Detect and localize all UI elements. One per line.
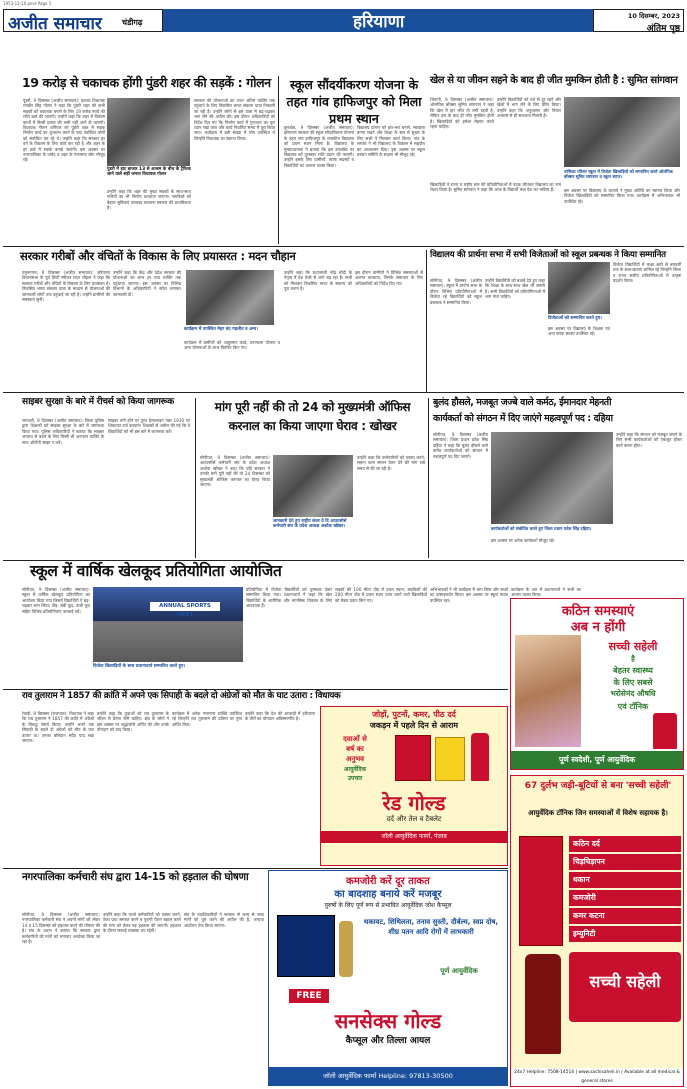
story9-body-2: प्रतियोगिता में विजेता विद्यार्थियों को पुरस्कार देकर सम्मानित किया गया। प्रधानाचार्य ने कहा कि खेल विद्यार्थियों के शारीरिक और मानसिक विकास के लिए आवश्यक हैं।: [246, 587, 332, 609]
ad3-free-badge: FREE: [289, 989, 329, 1003]
story5-photo: [548, 262, 610, 314]
story4-body: यमुनानगर, 9 दिसम्बर (अजीत समाचार): हरियाणा विधानसभा के पूर्व डिप्टी स्पीकर मदन चौहान ने कहा कि सरकार गरीबों और वंचितों के विकास के लिए प्रयासरत है। विकसित भारत संकल्प यात्रा के माध्यम से योजनाओं की जानकारी लोगों तक पहुंचाई जा रही है। उन्होंने ग्रामीणों की समस्याएं सुनीं।: [22, 270, 110, 303]
ad4-symptom: चिड़चिड़ापन: [569, 854, 681, 870]
ad3-bottom: जॉली आयुर्वेदिक फार्मा Helpline: 97813-30500: [269, 1067, 507, 1085]
ad3-product-tube: [339, 921, 353, 977]
story3-caption: नासिका परिसर स्कूल में विजेता खिलाड़ियों को सम्मानित करते ओलंपिक बॉक्सर सुमित सांगवान व स्कूल स्टाफ।: [564, 169, 673, 179]
divider: [278, 76, 279, 244]
story5-caption: विजेताओं को सम्मानित करते हुए।: [548, 316, 602, 321]
story4-body-4: कार्यक्रम में ग्रामीणों को आयुष्मान कार्ड, उज्ज्वला योजना व अन्य योजनाओं के लाभ वितरित किए गए।: [184, 340, 280, 351]
sports-meet-banner: ANNUAL SPORTS MEET: [150, 602, 220, 611]
ad1-brand: सच्ची सहेली: [608, 640, 658, 653]
date-box: [593, 9, 684, 32]
paper-name: अजीत समाचार: [8, 14, 102, 34]
story8-headline: बुलंद हौसले, मजबूत जज्बे वाले कर्मठ, ईमानदार मेहनती: [433, 397, 612, 408]
ad2-left-3: अनुभव: [345, 755, 365, 763]
ad2-left-4: आयुर्वेदिक: [343, 766, 367, 773]
story5-body: सोनीपत, 9 दिसम्बर (अजीत समाचार): स्कूल में प्रार्थना सभा के दौरान विभिन्न प्रतियोगिताओं में विजेता रहे विद्यार्थियों को स्कूल प्रबन्धक ने सम्मानित किया।: [430, 278, 482, 305]
divider: [428, 398, 429, 558]
story4-caption: कार्यक्रम में उपस्थित मेहर चंद गहलौत व अन्य।: [184, 327, 258, 332]
divider: [195, 398, 196, 558]
story5-body-2: उन्होंने विद्यार्थियों को बधाई देते हुए कहा कि शिक्षा के साथ-साथ खेल भी जरूरी है। सभी विद्यार्थियों को प्रतियोगिताओं में भाग लेना चाहिए।: [485, 278, 545, 300]
section-banner: [163, 9, 593, 32]
story8-body-2: उन्होंने कहा कि संगठन को मजबूत बनाने के लिए सभी कार्यकर्ताओं को एकजुट होकर कार्य करना होगा।: [616, 432, 682, 448]
story1-headline: 19 करोड़ से चकाचक होंगी पुंडरी शहर की सड़कें : गोलन: [22, 75, 271, 90]
ad2-line-2: जकड़न में पहले दिन से आराम: [369, 721, 459, 730]
story1-body-2: उन्होंने कहा कि शहर की मुख्य सड़कों के साथ-साथ गलियों का भी निर्माण करवाया जाएगा। नागरिकों को बेहतर सुविधाएं उपलब्ध करवाना सरकार की प्राथमिकता है।: [107, 189, 191, 211]
story4-body-6: इस दौरान ग्रामीणों ने विभिन्न समस्याओं से अवगत करवाया, जिनके समाधान के लिए अधिकारियों को निर्देश दिए गए।: [355, 270, 423, 286]
story8-body-3: इस अवसर पर अनेक कार्यकर्ता मौजूद रहे।: [491, 538, 555, 543]
ad2-left-2: बर्ष का: [346, 745, 364, 753]
story8-body: सोनीपत, 9 दिसम्बर (अजीत समाचार): जिला प्रधान प्रवेश सिंह दहिया ने कहा कि बुलंद हौसले वाले कर्मठ कार्यकर्ताओं को संगठन में महत्वपूर्ण पद दिए जाएंगे।: [433, 432, 488, 459]
story9-caption: विजेता खिलाड़ियों के साथ प्रधानाचार्य सम्मानित करते हुए।: [93, 664, 186, 669]
story6-body: जगाधरी, 9 दिसम्बर (अजीत समाचार): जिला पुलिस द्वारा शिक्षकों को साइबर सुरक्षा के बारे में जागरूक किया गया। पुलिस अधिकारियों ने बताया कि साइबर अपराध से बचने के लिए किसी भी अनजान व्यक्ति के साथ ओटीपी साझा न करें।: [22, 418, 104, 445]
divider: [3, 868, 508, 869]
story2-body-2: विद्यालय प्रांगण को हरा-भरा बनाने, स्वच्छता बनाए रखने और शिक्षा के स्तर में सुधार के लिए सभी ने मिलकर कार्य किया। गांव के सरपंच ने भी विद्यालय के विकास में सहयोग का आश्वासन दिया। इस अवसर पर स्कूल प्रबंधन समिति के सदस्य भी मौजूद रहे।: [357, 125, 425, 158]
ad1-strip: पूर्ण स्वदेशी, पूर्ण आयुर्वेदिक: [511, 751, 683, 769]
story2-headline: स्कूल सौंदर्यीकरण योजना के तहत गांव हाफिजपुर को मिला प्रथम स्थान: [286, 77, 422, 126]
divider: [426, 250, 427, 392]
story8-photo: [491, 432, 613, 524]
story1-body-3: सरकार की योजनाओं का लाभ अंतिम व्यक्ति तक पहुंचाने के लिए विकसित भारत संकल्प यात्रा निकाली जा रही है। उन्होंने लोगों से इस यात्रा में बढ़-चढ़कर भाग लेने की अपील की। इस दौरान अधिकारियों को निर्देश दिए गए कि निर्माण कार्य में गुणवत्ता का पूरा ध्यान रखा जाए और कार्य निर्धारित समय में पूरा किया जाए। कार्यक्रम में बड़ी संख्या में लोग उपस्थित थे जिन्होंने विधायक का स्वागत किया।: [194, 98, 275, 141]
story9-body-5: कार्यक्रम के अंत में प्रधानाचार्य ने सभी का आभार व्यक्त किया।: [511, 587, 581, 598]
ad1-tag-3: के लिए सबसे: [613, 678, 653, 687]
section-title: हरियाणा: [353, 12, 405, 32]
ad-red-gold[interactable]: [320, 706, 508, 866]
ad2-product-box-2: [435, 737, 465, 781]
story7-body-2: उन्होंने कहा कि कर्मचारियों को पक्का करने, समान काम समान वेतन देने की मांग लंबे समय से की जा रही है।: [357, 455, 425, 471]
story9-body: सोनीपत, 9 दिसम्बर (अजीत समाचार): स्कूल में वार्षिक खेलकूद प्रतियोगिता का आयोजन किया गया जिसमें विद्यार्थियों ने बढ़-चढ़कर भाग लिया। दौड़, लंबी कूद, ऊंची कूद सहित विभिन्न प्रतियोगिताएं करवाई गईं।: [22, 587, 90, 614]
ad4-headline: 67 दुर्लभ जड़ी-बूटियों से बना 'सच्ची सहेली': [524, 781, 672, 791]
story9-body-4: अभिभावकों ने भी कार्यक्रम में भाग लिया और बच्चों का उत्साहवर्धन किया। इस अवसर पर स्कूल स्टाफ उपस्थित रहा।: [430, 587, 508, 603]
ad1-tag-1: है: [631, 655, 635, 663]
ad4-product-box: [519, 836, 563, 946]
ad1-headline: कठिन समस्याएं: [561, 604, 635, 619]
ad3-line-3: पुरुषों के लिए पूर्ण रूप से प्रभावित आयुर्वेदिक जोश कैप्सूल: [324, 902, 452, 909]
story8-caption: कार्यकर्ताओं को संबोधित करते हुए जिला प्रधान प्रवेश सिंह दहिया।: [491, 526, 592, 531]
ad3-line-2: का बादशाह बनाये करें मजबूर: [334, 889, 442, 900]
ad4-brand: सच्ची सहेली: [589, 972, 661, 991]
story1-caption: पुंडरी में हाट बाजार 13 से आश्रम के बीच के ट्रैफिक जाने वाले सड़ी जनता विधायक गोलन: [107, 167, 191, 177]
masthead-logo-box: [3, 9, 163, 32]
print-slug: 1953-12-10.pmd Page 1: [3, 1, 52, 6]
ad4-symptom: थकान: [569, 872, 681, 888]
story7-headline: मांग पूरी नहीं की तो 24 को मुख्यमंत्री ऑफिस करनाल का किया जाएगा घेराव : खोखर: [214, 400, 411, 433]
story11-body-2: उन्होंने कहा कि कच्चे कर्मचारियों को पक्का करने, ठेका प्रथा समाप्त करने व पुरानी पेंशन बहाल करने की मांग को लेकर यह हड़ताल की जाएगी। हड़ताल के दौरान सफाई व्यवस्था ठप रहेगी।: [103, 912, 181, 934]
ad4-bottle: [525, 954, 561, 1054]
ad2-product-bottle: [471, 733, 489, 781]
story2-body: कुरुक्षेत्र, 9 दिसम्बर (अजीत समाचार): हरियाणा सरकार की स्कूल सौंदर्यीकरण योजना के तहत गांव हाफिजपुर के राजकीय विद्यालय को प्रथम स्थान मिला है। विद्यालय के मुख्याध्यापक ने बताया कि इस उपलब्धि पर विद्यालय को पुरस्कार राशि प्रदान की जाएगी। उन्होंने इसके लिए ग्रामीणों, स्टाफ सदस्यों व विद्यार्थियों का आभार व्यक्त किया।: [284, 125, 354, 168]
story3-body-4: खिलाड़ियों ने राज्य व राष्ट्रीय स्तर की प्रतियोगिताओं में पदक जीतकर विद्यालय का नाम रोशन किया है। सुमित सांगवान ने कहा कि आज के विद्यार्थी कल देश का भविष्य हैं।: [430, 182, 561, 193]
ad2-line-1: जोड़ों, पुटनों, कमर, पीठ दर्द: [372, 710, 456, 719]
ad3-product-box: [277, 915, 335, 977]
story1-photo: [107, 98, 190, 166]
ad2-left-5: उपचार: [347, 775, 363, 782]
ad4-symptom: कठिन दर्द: [569, 836, 681, 852]
story6-body-2: साइबर ठगी होने पर तुरंत हेल्पलाइन नंबर 1930 पर शिकायत दर्ज करवाएं। शिक्षकों से अपील की गई कि वे विद्यार्थियों को भी इस बारे में जागरूक करें।: [108, 418, 190, 434]
story3-body: भिवानी, 9 दिसम्बर (अजीत समाचार): ओलंपिक बॉक्सर सुमित सांगवान ने कहा कि खेल में हार जीत तो लगी रहती है, लेकिन हार के बाद ही जीत मुमकिन होती है। खिलाड़ियों को हमेशा मेहनत करते रहना चाहिए।: [430, 97, 494, 130]
story11-headline: नगरपालिका कर्मचारी संघ द्वारा 14-15 को हड़ताल की घोषणा: [22, 871, 249, 883]
page-label: अंतिम पृष्ठ: [646, 24, 680, 34]
ad2-bottom: जॉली आयुर्वेदिक फार्मा, पंजाब: [321, 831, 507, 843]
story10-body: रेवाड़ी, 9 दिसम्बर (राजपाल): विधायक ने कहा कि राव तुलाराम ने 1857 की क्रांति में अंग्रेजों के विरुद्ध संघर्ष किया। उन्होंने अपने एक सिपाही के बदले दो अंग्रेजों को मौत के घाट उतारा था। उनका बलिदान सदैव याद रखा जाएगा।: [22, 711, 94, 744]
story3-headline: खेल से या जीवन सहने के बाद ही जीत मुमकिन होती है : सुमित सांगवान: [430, 75, 678, 86]
story3-body-3: इस अवसर पर विद्यालय के प्राचार्य ने मुख्य अतिथि का स्वागत किया और विजेता खिलाड़ियों को सम्मानित किया गया। कार्यक्रम में अभिभावक भी उपस्थित रहे।: [564, 188, 680, 204]
masthead: [3, 9, 684, 32]
ad3-brand: सनसेक्स गोल्ड: [334, 1009, 442, 1033]
ad4-sub: आयुर्वेदिक टॉनिक जिन समस्याओं में विशेष सहायक है।: [528, 809, 668, 817]
divider: [3, 689, 508, 690]
ad2-sub: दर्द और तेल व टैबलेट: [386, 815, 442, 823]
story10-body-2: उन्होंने कहा कि युवाओं को राव तुलाराम के जीवन से प्रेरणा लेनी चाहिए। क्षेत्र के लोगों ने इस अवसर पर श्रद्धांजलि अर्पित की और उनके योगदान को याद किया।: [97, 711, 169, 733]
paper-city: चंडीगढ़: [122, 18, 143, 27]
ad4-symptom-list: [569, 836, 681, 946]
ad1-product-bottle: [653, 713, 677, 749]
ad1-tag-5: एवं टॉनिक: [617, 702, 649, 711]
story3-photo: [564, 97, 680, 167]
story11-body: सोनीपत, 9 दिसम्बर (अजीत समाचार): नगरपालिका कर्मचारी संघ ने अपनी मांगों को लेकर 14 व 15 दिसम्बर को हड़ताल करने की घोषणा की है। संघ के प्रधान ने बताया कि सरकार द्वारा कर्मचारियों की मांगों को लगातार अनदेखा किया जा रहा है।: [22, 912, 100, 945]
ad4-footer: 24x7 Helpline: 7508-14514 | www.sachisaheli.in | Available at all medical & general stores: [511, 1068, 683, 1086]
ad2-product-box: [395, 735, 431, 781]
story9-headline: स्कूल में वार्षिक खेलकूद प्रतियोगिता आयोजित: [30, 562, 282, 580]
story5-body-3: इस अवसर पर विद्यालय के शिक्षक एवं अन्य स्टाफ सदस्य उपस्थित रहे।: [548, 326, 610, 337]
story5-headline: विद्यालय की प्रार्थना सभा में सभी विजेताओं को स्कूल प्रबन्धक ने किया सम्मानित: [430, 250, 666, 260]
ad4-symptom: कमजोरी: [569, 890, 681, 906]
story10-headline: राव तुलाराम ने 1857 की क्रांति में अपने एक सिपाही के बदले दो अंग्रेजों को मौत के घाट उतारा : विधायक: [22, 691, 341, 701]
ad3-sub: कैप्सूल और तिल्ला आयल: [345, 1036, 431, 1046]
story4-body-5: उन्होंने कहा कि प्रधानमंत्री नरेंद्र मोदी के नेतृत्व में देश तेजी से आगे बढ़ रहा है। सभी को मिलकर विकसित भारत के संकल्प को पूरा करना है।: [284, 270, 352, 292]
ad4-symptom: कमर कटना: [569, 908, 681, 924]
story10-body-3: कार्यक्रम में अनेक गणमान्य व्यक्ति उपस्थित रहे जिन्होंने राव तुलाराम की प्रतिमा पर पुष्प अर्पित किए।: [172, 711, 242, 727]
story7-body: सोनीपत, 9 दिसम्बर (अजीत समाचार): आउटसोर्स कर्मचारी संघ के प्रदेश अध्यक्ष अशोक खोखर ने कहा कि यदि सरकार ने उनकी मांगें पूरी नहीं कीं तो 24 दिसम्बर को मुख्यमंत्री ऑफिस करनाल का घेराव किया जाएगा।: [200, 455, 270, 488]
ad1-model-photo: [515, 635, 581, 747]
story8-subhead: कार्यकर्ता को संगठन में दिए जाएंगे महत्वपूर्ण पद : दहिया: [433, 413, 613, 424]
story5-body-4: विजेता विद्यार्थियों में कक्षा छठी से बारहवीं तक के छात्र-छात्राएं शामिल रहे जिन्होंने जिला व राज्य स्तरीय प्रतियोगिताओं में उत्कृष्ट प्रदर्शन किया।: [613, 262, 681, 284]
ad3-tag: पूर्ण आयुर्वेदिक: [440, 967, 478, 975]
ad-sachi-saheli-bottom[interactable]: [510, 775, 684, 1087]
story7-caption: जानकारी देते हुए राष्ट्रीय कंवर वे दि आउटसोर्स कर्मचारी संघ के प्रदेश अध्यक्ष अशोक खोखर।: [273, 519, 347, 530]
story10-body-4: उन्होंने कहा कि देश की आजादी में हरियाणा के वीरों का योगदान अविस्मरणीय है।: [245, 711, 315, 722]
story7-photo: [273, 455, 353, 517]
ad-sachi-saheli-top[interactable]: [510, 598, 684, 770]
story6-headline: साइबर सुरक्षा के बारे में रीचर्स को किया जागरूक: [22, 397, 174, 407]
story1-body: पूंडरी, 9 दिसम्बर (अजीत समाचार): हलका विधायक रणधीर सिंह गोलन ने कहा कि पुंडरी शहर की सभी सड़कों को चकाचक बनाने के लिए 19 करोड़ रुपये की राशि खर्च की जाएगी। उन्होंने कहा कि शहर में विकास कार्यों में किसी प्रकार की कमी नहीं आने दी जाएगी। विधायक गोलन शनिवार को पुंडरी शहर में सड़क निर्माण कार्य का शुभारंभ करने के बाद उपस्थित लोगों को संबोधित कर रहे थे। उन्होंने कहा कि सरकार हर वर्ग के विकास के लिए कार्य कर रही है और शहर के हर वार्ड में सड़कें बनाई जाएंगी। इस अवसर पर नगरपालिका के पार्षद व शहर के गणमान्य लोग मौजूद रहे।: [23, 98, 105, 163]
ad3-list: थकावट, शिथिलता, तनाव सुस्ती, दौर्बल्य, स्वप्न दोष, शीघ्र पतन आदि रोगों में लाभकारी: [363, 918, 499, 936]
ad-sensex-gold[interactable]: [268, 870, 508, 1086]
divider: [3, 246, 684, 247]
divider: [3, 392, 684, 393]
ad2-brand: रेड गोल्ड: [382, 791, 446, 815]
divider: [3, 560, 684, 561]
ad2-left-1: दवाओं से: [343, 735, 367, 743]
story9-body-3: लड़कों की 100 मीटर दौड़ में प्रथम स्थान, लड़कियों की 200 मीटर दौड़ में प्रथम स्थान प्राप्त करने वाले खिलाड़ियों को मेडल प्रदान किए गए।: [335, 587, 427, 603]
story4-photo: [186, 270, 274, 325]
story9-photo: [93, 587, 243, 662]
ad4-symptom: इम्युनिटी: [569, 926, 681, 942]
story11-body-3: संघ के पदाधिकारियों ने सरकार से जल्द से जल्द मांगों को पूरा करने की अपील की है, अन्यथा आंदोलन तेज किया जाएगा।: [184, 912, 264, 928]
ad1-headline-2: अब न होंगी: [570, 620, 626, 635]
ad1-tag-4: भरोसेमंद औषधि: [610, 689, 656, 698]
story4-headline: सरकार गरीबों और वंचितों के विकास के लिए प्रयासरत : मदन चौहान: [20, 249, 296, 263]
story3-body-2: उन्होंने विद्यार्थियों को नशे से दूर रहने और खेलों में भाग लेने के लिए प्रेरित किया। उन्होंने कहा कि अनुशासन और निरंतर अभ्यास से ही सफलता मिलती है।: [497, 97, 561, 119]
ad1-tag-2: बेहतर स्वास्थ्य: [613, 666, 653, 675]
story4-body-3: उन्होंने कहा कि केंद्र और प्रदेश सरकार की योजनाओं का लाभ हर पात्र व्यक्ति तक पहुंचाया जाएगा। इस अवसर पर विभिन्न विभागों के अधिकारियों ने स्टॉल लगाकर जानकारी दी।: [113, 270, 181, 297]
edition-date: 10 दिसम्बर, 2023: [627, 12, 680, 20]
ad3-line-1: कमजोरी करें दूर ताकत: [346, 876, 430, 887]
